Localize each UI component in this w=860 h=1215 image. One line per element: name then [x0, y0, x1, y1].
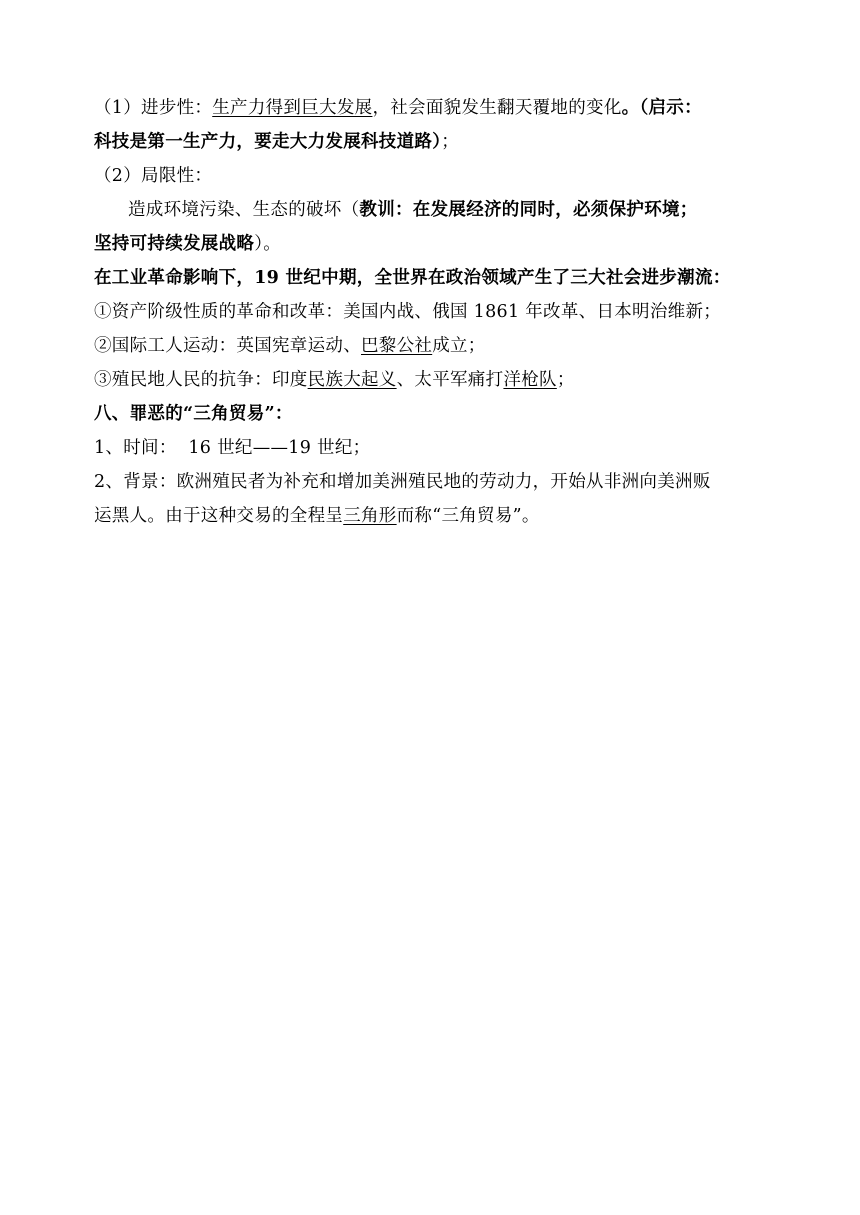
background-text-3: 而称“三角贸易”。	[396, 506, 540, 526]
triangle-underlined: 三角形	[343, 506, 397, 526]
trend-item-2-end: 成立；	[432, 336, 486, 356]
ever-victorious-army-underlined: 洋枪队	[503, 370, 557, 390]
pollution-text: 造成环境污染、生态的破坏（	[128, 200, 360, 220]
progressiveness-line-2	[94, 125, 774, 159]
limitation-label: （2）局限性：	[94, 166, 213, 186]
trend-item-2	[94, 329, 774, 363]
limitation-line-1	[94, 193, 774, 227]
time-text: 1、时间： 16 世纪——19 世纪；	[94, 438, 371, 458]
trend-item-3-text: ③殖民地人民的抗争：印度	[94, 370, 308, 390]
three-trends-heading	[94, 261, 774, 295]
limitation-line-2	[94, 227, 774, 261]
society-change-text: ，社会面貌发生翻天覆地的变化	[372, 98, 622, 118]
progressiveness-label: （1）进步性：	[94, 98, 213, 118]
document-page	[94, 91, 774, 533]
trend-item-1	[94, 295, 774, 329]
background-text-1: 2、背景：欧洲殖民者为补充和增加美洲殖民地的劳动力，开始从非洲向美洲贩	[94, 472, 711, 492]
enlightenment-label: 。（启示：	[621, 98, 702, 118]
background-line-1	[94, 465, 774, 499]
progressiveness-line-1	[94, 91, 774, 125]
productivity-underlined-text: 生产力得到巨大发展	[212, 98, 373, 118]
national-uprising-underlined: 民族大起义	[307, 370, 397, 390]
limitation-label-line	[94, 159, 774, 193]
trend-item-3-end: ；	[556, 370, 575, 390]
time-line	[94, 431, 774, 465]
three-trends-text: 在工业革命影响下，19 世纪中期，全世界在政治领域产生了三大社会进步潮流：	[94, 268, 731, 288]
line-end-punct: ；	[441, 132, 460, 152]
trend-item-1-text: ①资产阶级性质的革命和改革：美国内战、俄国 1861 年改革、日本明治维新；	[94, 302, 722, 322]
trend-item-3-mid: 、太平军痛打	[396, 370, 504, 390]
line-end-punct: ）。	[254, 234, 282, 254]
sustainable-strategy-text: 坚持可持续发展战略	[94, 234, 255, 254]
section-8-heading-text: 八、罪恶的“三角贸易”：	[94, 404, 293, 424]
trend-item-3	[94, 363, 774, 397]
paris-commune-underlined: 巴黎公社	[361, 336, 433, 356]
background-text-2: 运黑人。由于这种交易的全程呈	[94, 506, 344, 526]
section-8-heading	[94, 397, 774, 431]
lesson-text: 教训：在发展经济的同时，必须保护环境；	[359, 200, 698, 220]
background-line-2	[94, 499, 774, 533]
enlightenment-text: 科技是第一生产力，要走大力发展科技道路）	[94, 132, 442, 152]
trend-item-2-text: ②国际工人运动：英国宪章运动、	[94, 336, 361, 356]
